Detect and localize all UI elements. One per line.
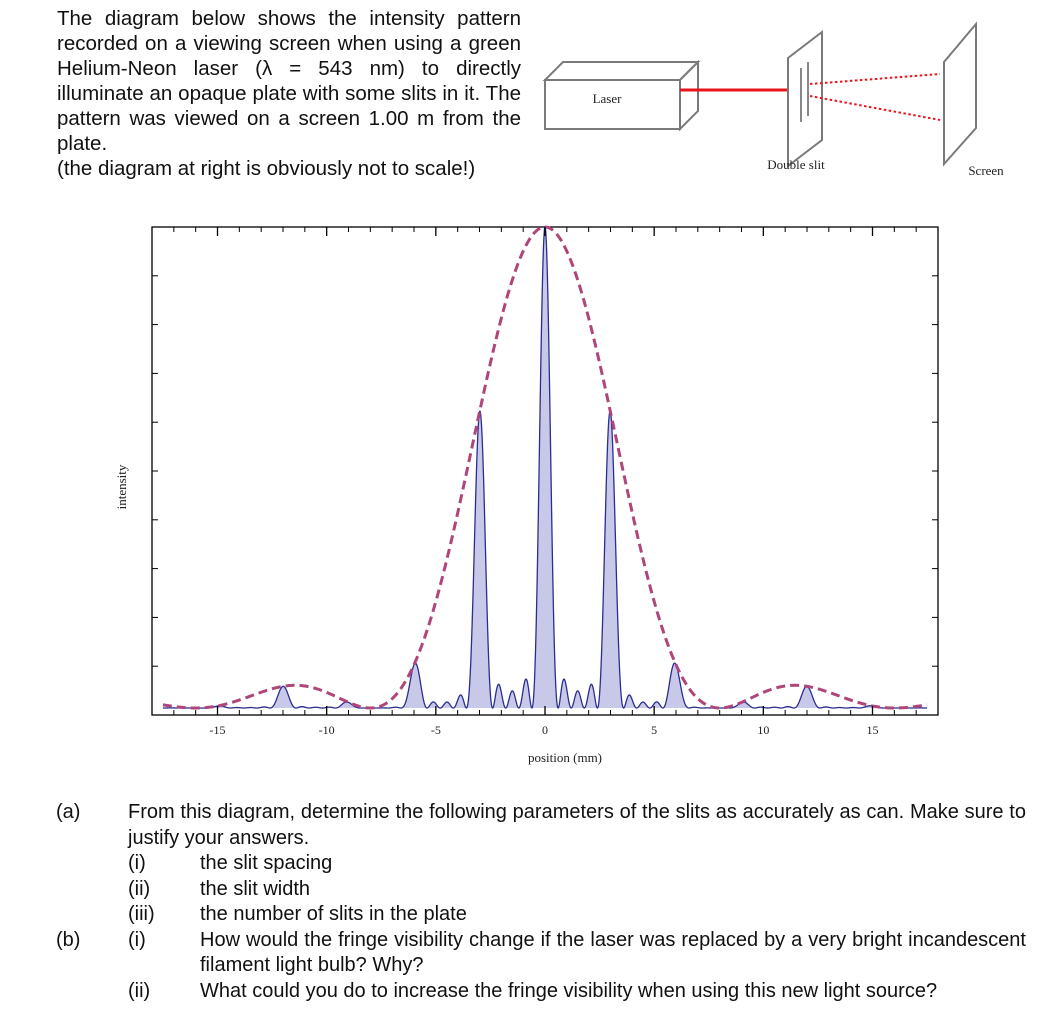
intro-paragraph: The diagram below shows the intensity pattern recorded on a viewing screen when using a green Helium-Neon laser (λ = 543 nm) to directly illuminate an opaque plate with some slits in it. The pattern was viewed on a screen 1.00 m from the plate. bbox=[57, 7, 521, 155]
questions bbox=[56, 800, 1026, 1004]
sub-question-label: (iii) bbox=[128, 903, 155, 925]
sub-question bbox=[128, 979, 1026, 1005]
slit-label: Double slit bbox=[767, 157, 825, 172]
sub-question-label: (ii) bbox=[128, 877, 151, 900]
x-tick-label: 10 bbox=[757, 723, 770, 737]
sub-question-label: (i) bbox=[128, 852, 146, 874]
question-label: (b) bbox=[56, 928, 81, 951]
sub-question-text: What could you do to increase the fringe visibility when using this new light source? bbox=[200, 979, 938, 1002]
x-tick-label: -5 bbox=[430, 723, 441, 737]
question-text: From this diagram, determine the following parameters of the slits as accurately as can. Make sure to justify your answers. bbox=[128, 801, 1026, 849]
sub-question-text: the slit spacing bbox=[200, 852, 333, 874]
sub-question-text: the number of slits in the plate bbox=[200, 903, 467, 925]
diffracted-beam-lower bbox=[810, 96, 940, 120]
x-tick-label: 5 bbox=[651, 723, 658, 737]
question-label: (a) bbox=[56, 801, 81, 823]
y-axis-label: intensity bbox=[114, 464, 129, 510]
x-tick-label: -10 bbox=[318, 723, 335, 737]
apparatus-diagram bbox=[540, 18, 1030, 188]
screen-label: Screen bbox=[968, 163, 1004, 178]
viewing-screen bbox=[944, 24, 976, 164]
laser-label: Laser bbox=[592, 91, 622, 106]
sub-question-label: (i) bbox=[128, 928, 146, 951]
question-b bbox=[56, 928, 1026, 1005]
sub-question bbox=[128, 851, 1026, 877]
slit-plate bbox=[788, 32, 822, 166]
sub-question bbox=[128, 877, 1026, 903]
intro-note: (the diagram at right is obviously not to scale!) bbox=[57, 157, 476, 180]
diffracted-beam-upper bbox=[810, 74, 940, 84]
intro-text bbox=[57, 6, 521, 181]
question-a bbox=[56, 800, 1026, 928]
sub-question-text: the slit width bbox=[200, 877, 311, 900]
x-tick-label: 15 bbox=[866, 723, 879, 737]
laser-box bbox=[545, 62, 698, 129]
sub-question bbox=[128, 928, 1026, 979]
sub-question bbox=[128, 902, 1026, 928]
sub-question-label: (ii) bbox=[128, 979, 151, 1002]
x-tick-label: -15 bbox=[209, 723, 226, 737]
x-axis-label: position (mm) bbox=[527, 750, 603, 765]
intensity-chart bbox=[100, 210, 960, 780]
x-tick-label: 0 bbox=[542, 723, 548, 737]
sub-question-text: How would the fringe visibility change if the laser was replaced by a very bright incandescent filament light bulb? Why? bbox=[200, 928, 1026, 976]
